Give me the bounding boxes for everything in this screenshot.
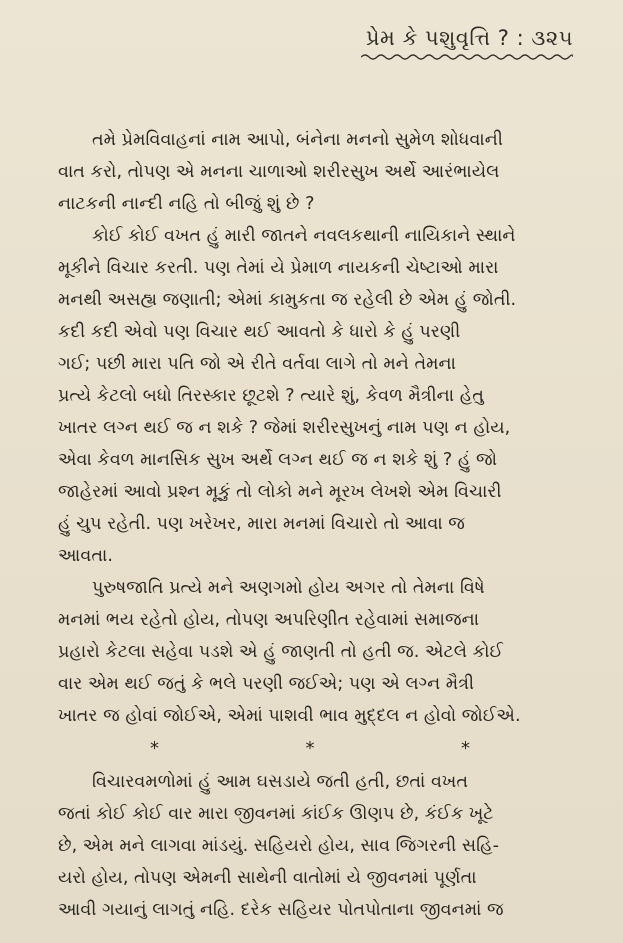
paragraph-2 (58, 220, 568, 572)
text-line: કદી કદી એવો પણ વિચાર થઈ આવતો કે ધારો કે હું પરણી (58, 322, 461, 342)
text-line: વાત કરો, તોપણ એ મનના ચાળાઓ શરીરસુખ અર્થે આરંભાયેલ (58, 162, 500, 182)
text-line: પુરુષજાતિ પ્રત્યે મને અણગમો હોય અગર તો તેમના વિષે (92, 578, 485, 598)
separator-star: * (150, 738, 159, 759)
running-header (361, 26, 573, 61)
text-line: વિચારવમળોમાં હું આમ ઘસડાયે જતી હતી, છતાં વખત (92, 772, 469, 792)
text-line: મનમાં ભય રહેતો હોય, તોપણ અપરિણીત રહેવામાં સમાજના (58, 610, 480, 630)
running-title: પ્રેમ કે પશુવૃત્તિ ? : ૩૨૫ (365, 26, 573, 50)
text-line: યરો હોય, તોપણ એમની સાથેની વાતોમાં યે જીવનમાં પૂર્ણતા (58, 868, 477, 888)
paragraph-3 (58, 572, 568, 732)
text-line: નાટકની નાન્દી નહિ તો બીજું શું છે ? (58, 194, 315, 214)
text-line: એવા કેવળ માનસિક સુખ અર્થે લગ્ન થઈ જ ન શકે શું ? હું જો (58, 450, 498, 470)
text-line: આવતા. (58, 546, 113, 566)
text-line: ખાતર જ હોવાં જોઈએ, એમાં પાશવી ભાવ મુદ્દલ ન હોવો જોઈએ. (58, 706, 521, 726)
text-line: છે, એમ મને લાગવા માંડયું. સહિયરો હોય, સાવ જિગરની સહિ- (58, 836, 500, 856)
body-text (58, 124, 568, 926)
text-line: તમે પ્રેમવિવાહનાં નામ આપો, બંનેના મનનો સુમેળ શોધવાની (92, 130, 503, 150)
text-line: ગઈ; પછી મારા પતિ જો એ રીતે વર્તવા લાગે તો મને તેમના (58, 354, 456, 374)
section-separator (150, 734, 470, 764)
paragraph-4 (58, 766, 568, 926)
text-line: કોઈ કોઈ વખત હું મારી જાતને નવલકથાની નાયિકાને સ્થાને (92, 226, 516, 246)
text-line: હું ચુપ રહેતી. પણ ખરેખર, મારા મનમાં વિચારો તો આવા જ (58, 514, 465, 534)
wavy-underline (361, 53, 573, 61)
text-line: જતાં કોઈ કોઈ વાર મારા જીવનમાં કાંઈક ઊણપ છે, કંઈક ખૂટે (58, 804, 494, 824)
text-line: ખાતર લગ્ન થઈ જ ન શકે ? જેમાં શરીરસુખનું નામ પણ ન હોય, (58, 418, 511, 438)
separator-star: * (305, 738, 315, 759)
text-line: મૂકીને વિચાર કરતી. પણ તેમાં યે પ્રેમાળ નાયકની ચેષ્ટાઓ મારા (58, 258, 499, 278)
text-line: પ્રહારો કેટલા સહેવા પડશે એ હું જાણતી તો હતી જ. એટલે કોઈ (58, 642, 504, 662)
separator-star: * (461, 738, 470, 759)
text-line: જાહેરમાં આવો પ્રશ્ન મૂકું તો લોકો મને મૂરખ લેખશે એમ વિચારી (58, 482, 502, 502)
text-line: આવી ગયાનું લાગતું નહિ. દરેક સહિયર પોતપોતાના જીવનમાં જ (58, 900, 504, 920)
text-line: મનથી અસહ્ય જણાતી; એમાં કામુકતા જ રહેલી છે એમ હું જોતી. (58, 290, 517, 310)
text-line: પ્રત્યે કેટલો બધો તિરસ્કાર છૂટશે ? ત્યારે શું, કેવળ મૈત્રીના હેતુ (58, 386, 484, 406)
text-line: વાર એમ થઈ જતું કે ભલે પરણી જઈએ; પણ એ લગ્ન મૈત્રી (58, 674, 475, 694)
paragraph-1 (58, 124, 568, 220)
